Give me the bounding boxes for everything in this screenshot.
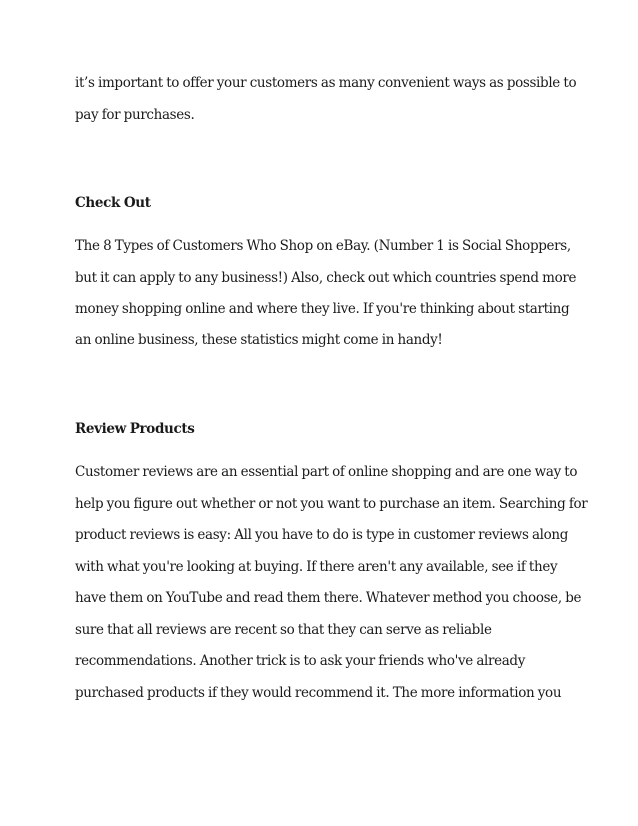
review-products-line-5: have them on YouTube and read them there. Whatever method you choose, be [75,590,582,606]
intro-line-1: it’s important to offer your customers as many convenient ways as possible to [75,75,577,91]
review-products-heading: Review Products [75,421,195,437]
check-out-line-1: The 8 Types of Customers Who Shop on eBay. (Number 1 is Social Shoppers, [75,238,571,254]
review-products-line-1: Customer reviews are an essential part of online shopping and are one way to [75,464,578,480]
check-out-line-4: an online business, these statistics might come in handy! [75,332,443,348]
review-products-line-4: with what you're looking at buying. If there aren't any available, see if they [75,559,558,575]
intro-line-2: pay for purchases. [75,107,195,123]
review-products-line-6: sure that all reviews are recent so that they can serve as reliable [75,622,492,638]
check-out-line-3: money shopping online and where they live. If you're thinking about starting [75,301,570,317]
check-out-heading: Check Out [75,195,151,211]
review-products-line-2: help you figure out whether or not you want to purchase an item. Searching for [75,496,588,512]
review-products-line-8: purchased products if they would recommend it. The more information you [75,685,562,701]
check-out-line-2: but it can apply to any business!) Also, check out which countries spend more [75,270,577,286]
review-products-line-7: recommendations. Another trick is to ask your friends who've already [75,653,525,669]
review-products-line-3: product reviews is easy: All you have to do is type in customer reviews along [75,527,569,543]
